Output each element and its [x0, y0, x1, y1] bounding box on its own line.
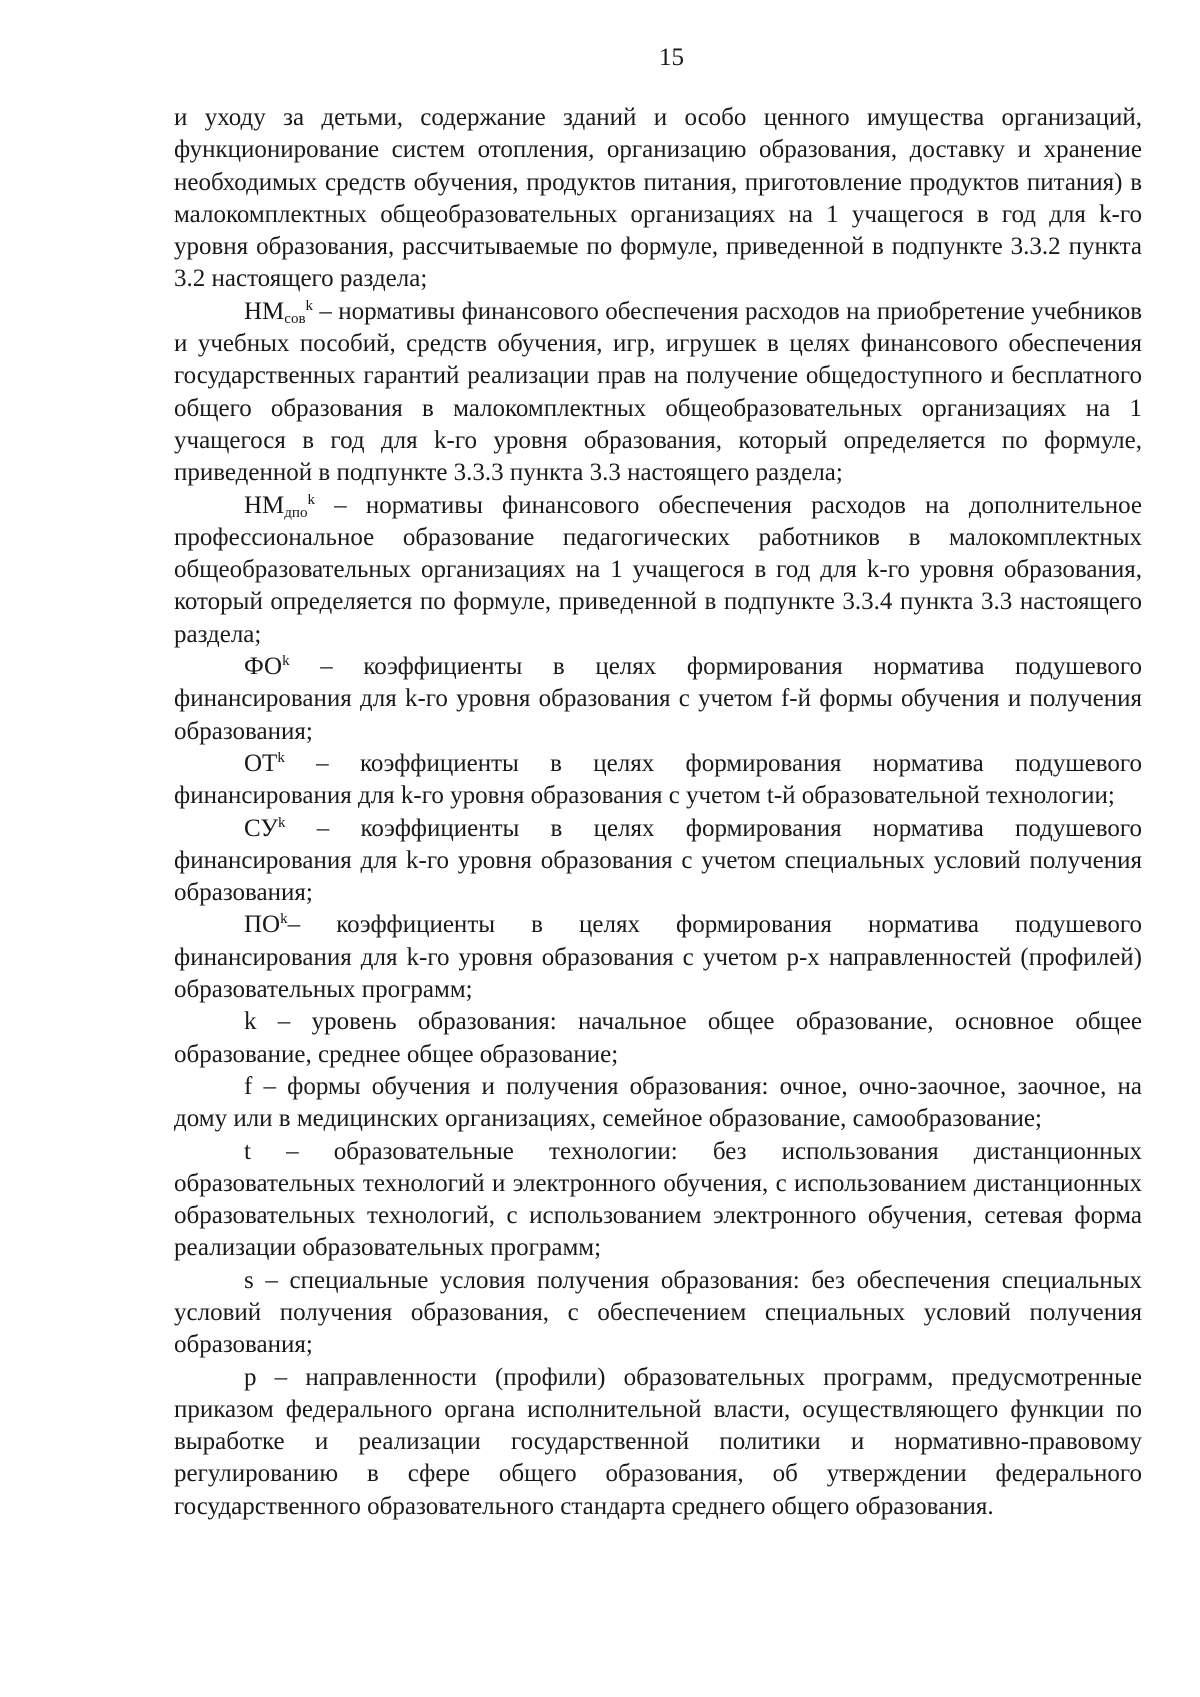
definition-f: f – формы обучения и получения образования: очное, очно-заочное, заочное, на дому или в медицинских организациях, семейное образование, самообразование;	[174, 1072, 1142, 1133]
document-body	[174, 102, 1142, 1523]
definition-p: p – направленности (профили) образовательных программ, предусмотренные приказом федерального органа исполнительной власти, осуществляющего функции по выработке и реализации государственной политики и нормативно-правовому регулированию в сфере общего образования, об утверждении федерального государственного образовательного стандарта среднего общего образования.	[174, 1363, 1142, 1520]
formula-symbol: $ФО^k$	[244, 653, 290, 681]
definition-s: s – специальные условия получения образования: без обеспечения специальных условий получения образования, с обеспечением специальных условий получения образования;	[174, 1266, 1142, 1359]
formula-symbol: $ОТ^k$	[244, 749, 285, 777]
formula-symbol: $СУ^k$	[244, 814, 286, 842]
definition-k: k – уровень образования: начальное общее образование, основное общее образование, среднее общее образование;	[174, 1008, 1142, 1068]
formula-symbol: $НМ_{дпо}^k$	[244, 491, 315, 521]
formula-symbol: $НМ_{сов}^k$	[244, 297, 314, 327]
definition-su: $СУ^k$ – коэффициенты в целях формирования норматива подушевого финансирования для k-го уровня образования с учетом специальных условий получения образования;	[174, 814, 1142, 907]
definition-fo: $ФО^k$ – коэффициенты в целях формирования норматива подушевого финансирования для k-го уровня образования с учетом f-й формы обучения и получения образования;	[174, 653, 1142, 745]
formula-symbol: $ПО^k$	[244, 911, 288, 939]
page-number: 15	[659, 44, 684, 71]
definition-ot: $ОТ^k$ – коэффициенты в целях формирования норматива подушевого финансирования для k-го уровня образования с учетом t-й образовательной технологии;	[174, 749, 1142, 810]
definition-nm-dpo: $НМ_{дпо}^k$ – нормативы финансового обеспечения расходов на дополнительное профессиональное образование педагогических работников в малокомплектных общеобразовательных организациях на 1 учащегося в год для k-го уровня образования, который определяется по формуле, приведенной в подпункте 3.3.4 пункта 3.3 настоящего раздела;	[174, 491, 1142, 648]
paragraph-continuation: и уходу за детьми, содержание зданий и особо ценного имущества организаций, функционирование систем отопления, организацию образования, доставку и хранение необходимых средств обучения, продуктов питания, приготовление продуктов питания) в малокомплектных общеобразовательных организациях на 1 учащегося в год для k-го уровня образования, рассчитываемые по формуле, приведенной в подпункте 3.3.2 пункта 3.2 настоящего раздела;	[174, 104, 1142, 293]
definition-po: $ПО^k-$ коэффициенты в целях формирования норматива подушевого финансирования для k-го уровня образования с учетом p-х направленностей (профилей) образовательных программ;	[174, 911, 1142, 1004]
definition-t: t – образовательные технологии: без использования дистанционных образовательных технологий и электронного обучения, с использованием дистанционных образовательных технологий, с использованием электронного обучения, сетевая форма реализации образовательных программ;	[174, 1137, 1142, 1262]
definition-nm-sov: $НМ_{сов}^k$ – нормативы финансового обеспечения расходов на приобретение учебников и учебных пособий, средств обучения, игр, игрушек в целях финансового обеспечения государственных гарантий реализации прав на получение общедоступного и бесплатного общего образования в малокомплектных общеобразовательных организациях на 1 учащегося в год для k-го уровня образования, который определяется по формуле, приведенной в подпункте 3.3.3 пункта 3.3 настоящего раздела;	[174, 297, 1142, 487]
